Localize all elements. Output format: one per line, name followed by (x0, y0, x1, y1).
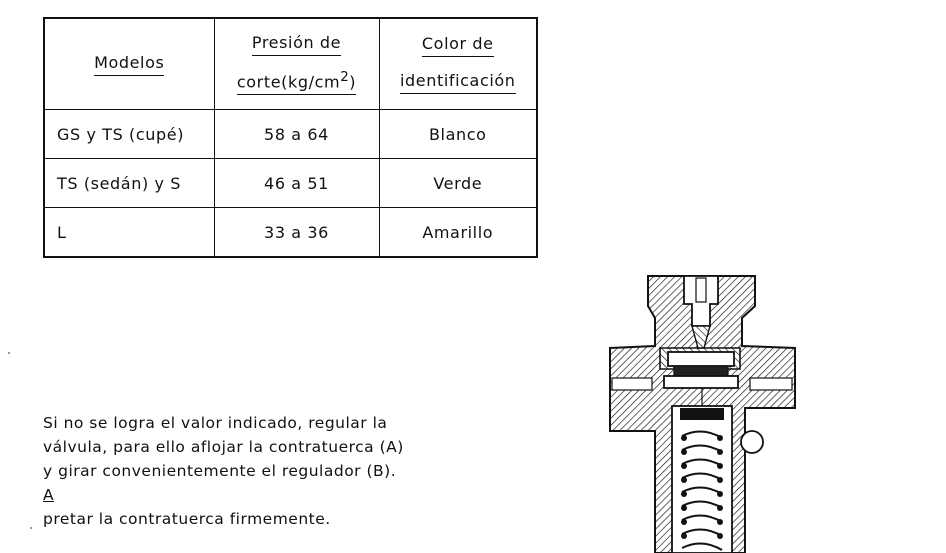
table-row (44, 159, 537, 208)
header-color-line1: Color de (422, 34, 494, 57)
model-cell: L (44, 208, 214, 258)
scan-speck (30, 527, 32, 529)
table-row (44, 110, 537, 159)
color-cell: Amarillo (379, 208, 537, 258)
pressure-cell: 46 a 51 (214, 159, 379, 208)
pressure-relief-valve-icon (600, 266, 800, 553)
instruction-line: Si no se logra el valor indicado, regular la (43, 414, 388, 432)
pressure-cell: 33 a 36 (214, 208, 379, 258)
header-pressure-sup: 2 (340, 69, 350, 85)
header-models-label: Modelos (94, 53, 164, 76)
header-pressure-unit: corte(kg/cm (236, 72, 341, 92)
model-cell: GS y TS (cupé) (44, 110, 214, 159)
table-header-row (44, 18, 537, 110)
header-cut-pressure (214, 18, 379, 110)
instruction-line-text: y girar convenientemente el regulador (B). (43, 462, 397, 480)
color-cell: Blanco (379, 110, 537, 159)
instruction-underlined-a: A (43, 486, 55, 504)
table-row (44, 208, 537, 258)
instruction-line: válvula, para ello aflojar la contratuerca (A) (43, 438, 404, 456)
instruction-line: pretar la contratuerca firmemente. (43, 510, 331, 528)
header-id-color (379, 18, 537, 110)
color-cell: Verde (379, 159, 537, 208)
instruction-line (43, 459, 463, 507)
scan-speck (8, 352, 10, 354)
header-models (44, 18, 214, 110)
header-pressure-close: ) (349, 72, 357, 92)
pressure-cell: 58 a 64 (214, 110, 379, 159)
model-cell: TS (sedán) y S (44, 159, 214, 208)
header-pressure-line2 (237, 70, 356, 96)
header-pressure-line1: Presión de (252, 33, 341, 56)
adjustment-instructions (43, 411, 463, 531)
pressure-spec-table (43, 17, 538, 258)
header-color-line2: identificación (400, 71, 516, 94)
